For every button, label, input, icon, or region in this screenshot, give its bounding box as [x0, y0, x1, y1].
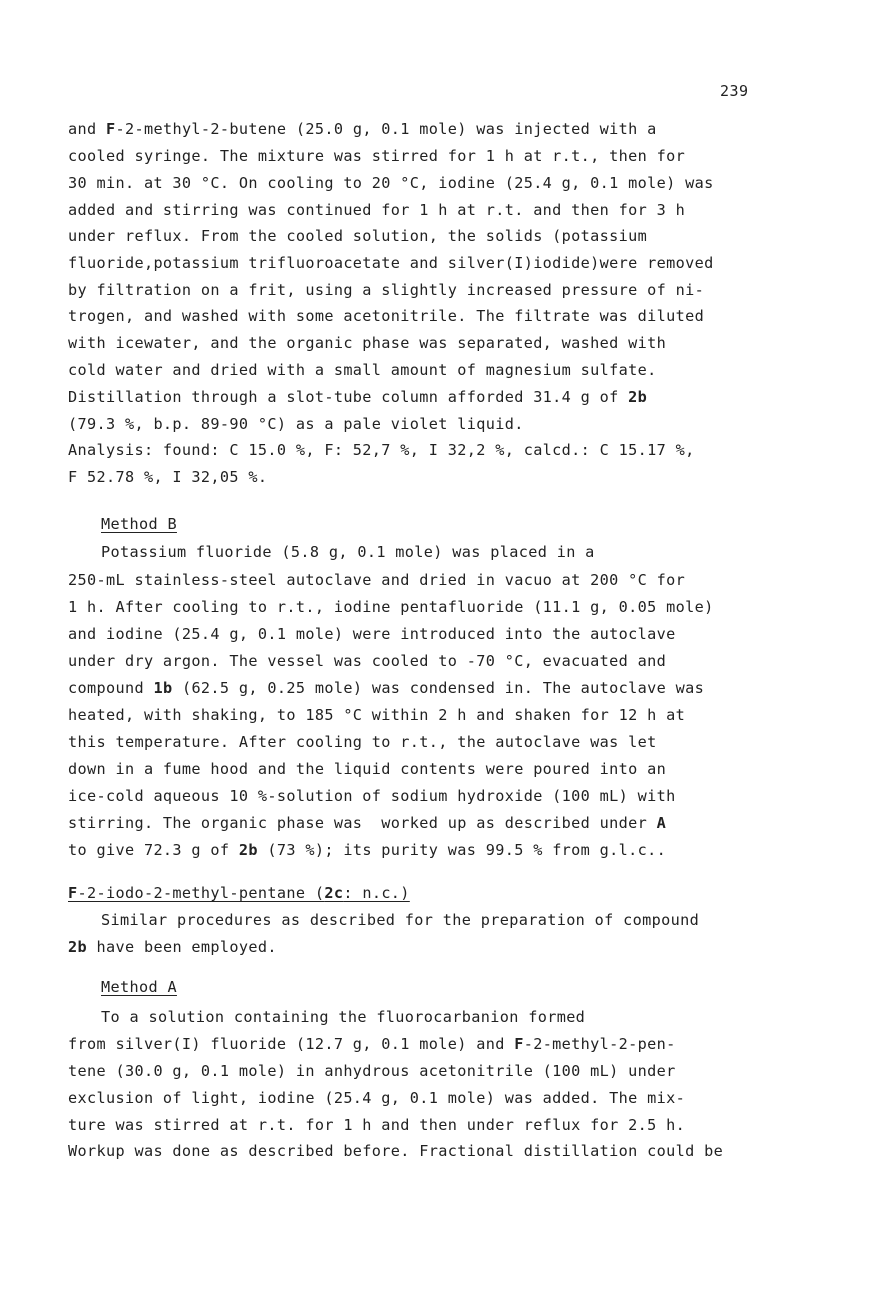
text-line: this temperature. After cooling to r.t., the autoclave was let [68, 733, 657, 751]
method-a-heading: Method A [101, 978, 177, 996]
text-line: compound 1b (62.5 g, 0.25 mole) was condensed in. The autoclave was [68, 679, 705, 697]
text-line: Analysis: found: C 15.0 %, F: 52,7 %, I 32,2 %, calcd.: C 15.17 %, [68, 441, 695, 459]
text-line: 1 h. After cooling to r.t., iodine pentafluoride (11.1 g, 0.05 mole) [68, 598, 714, 616]
text-line: To a solution containing the fluorocarbanion formed [101, 1008, 586, 1026]
text-line: Similar procedures as described for the preparation of compound [101, 911, 700, 929]
text-line: 250-mL stainless-steel autoclave and dried in vacuo at 200 °C for [68, 571, 686, 589]
text-line: exclusion of light, iodine (25.4 g, 0.1 mole) was added. The mix- [68, 1089, 686, 1107]
compound-2c-heading: F-2-iodo-2-methyl-pentane (2c: n.c.) [68, 884, 410, 902]
text-line: 30 min. at 30 °C. On cooling to 20 °C, iodine (25.4 g, 0.1 mole) was [68, 174, 714, 192]
text-line: heated, with shaking, to 185 °C within 2 h and shaken for 12 h at [68, 706, 686, 724]
text-line: added and stirring was continued for 1 h at r.t. and then for 3 h [68, 201, 686, 219]
text-line: ture was stirred at r.t. for 1 h and then under reflux for 2.5 h. [68, 1116, 686, 1134]
text-line: cold water and dried with a small amount of magnesium sulfate. [68, 361, 657, 379]
text-line: F 52.78 %, I 32,05 %. [68, 468, 268, 486]
text-line: Distillation through a slot-tube column afforded 31.4 g of 2b [68, 388, 648, 406]
text-line: stirring. The organic phase was worked up as described under A [68, 814, 667, 832]
text-line: 2b have been employed. [68, 938, 277, 956]
text-line: ice-cold aqueous 10 %-solution of sodium hydroxide (100 mL) with [68, 787, 676, 805]
text-line: tene (30.0 g, 0.1 mole) in anhydrous acetonitrile (100 mL) under [68, 1062, 676, 1080]
text-line: Workup was done as described before. Fractional distillation could be [68, 1142, 724, 1160]
method-b-heading: Method B [101, 515, 177, 533]
text-line: (79.3 %, b.p. 89-90 °C) as a pale violet liquid. [68, 415, 524, 433]
text-line: down in a fume hood and the liquid contents were poured into an [68, 760, 667, 778]
text-line: by filtration on a frit, using a slightly increased pressure of ni- [68, 281, 705, 299]
text-line: and F-2-methyl-2-butene (25.0 g, 0.1 mole) was injected with a [68, 120, 657, 138]
text-line: and iodine (25.4 g, 0.1 mole) were introduced into the autoclave [68, 625, 676, 643]
text-line: under dry argon. The vessel was cooled to -70 °C, evacuated and [68, 652, 667, 670]
text-line: under reflux. From the cooled solution, the solids (potassium [68, 227, 648, 245]
text-line: to give 72.3 g of 2b (73 %); its purity was 99.5 % from g.l.c.. [68, 841, 667, 859]
text-line: Potassium fluoride (5.8 g, 0.1 mole) was placed in a [101, 543, 595, 561]
text-line: cooled syringe. The mixture was stirred for 1 h at r.t., then for [68, 147, 686, 165]
page-number: 239 [720, 82, 749, 100]
text-line: trogen, and washed with some acetonitrile. The filtrate was diluted [68, 307, 705, 325]
text-line: fluoride,potassium trifluoroacetate and silver(I)iodide)were removed [68, 254, 714, 272]
text-line: with icewater, and the organic phase was separated, washed with [68, 334, 667, 352]
text-line: from silver(I) fluoride (12.7 g, 0.1 mole) and F-2-methyl-2-pen- [68, 1035, 676, 1053]
